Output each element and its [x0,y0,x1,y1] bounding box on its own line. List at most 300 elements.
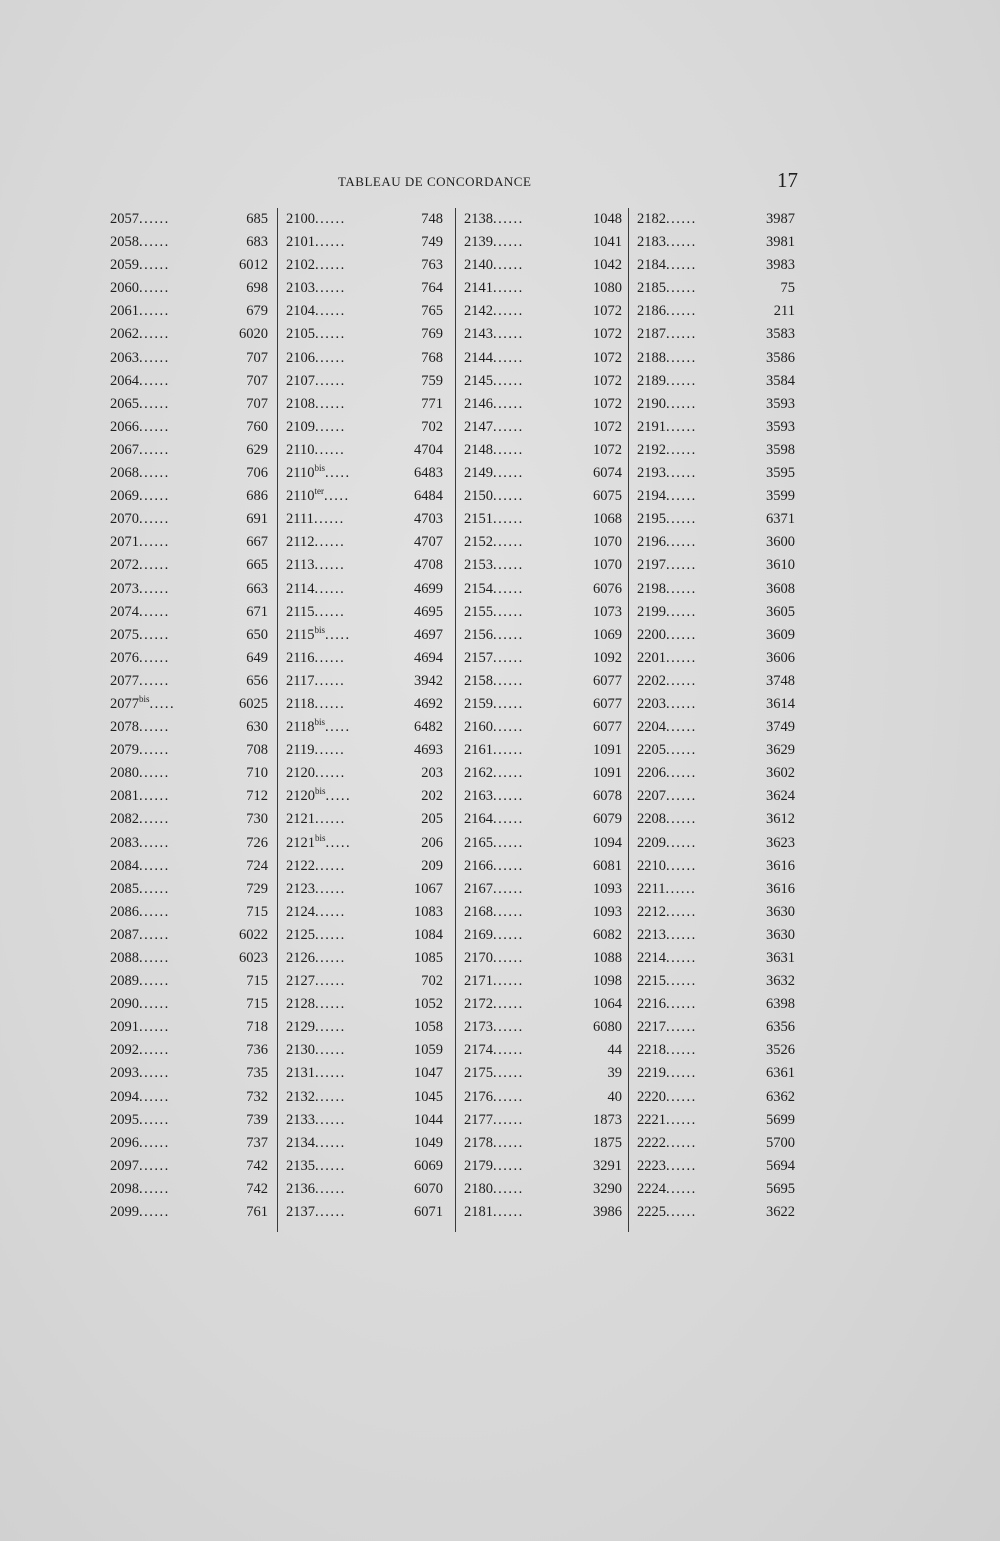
concordance-row [464,439,622,462]
concordance-value: 3748 [766,672,795,689]
entry-suffix: bis [315,832,326,843]
entry-number-value: 2107 [286,372,315,389]
entry-number [110,855,170,878]
leader-dots: ...... [315,1042,346,1059]
concordance-row [637,462,795,485]
concordance-row [110,1086,268,1109]
concordance-row [286,393,443,416]
concordance-value: 3631 [766,950,795,966]
concordance-value: 6077 [593,695,622,712]
entry-number-value: 2141 [464,280,493,297]
concordance-row [286,1109,443,1132]
leader-dots: ...... [493,257,524,274]
concordance-row [637,508,795,531]
entry-number-value: 2173 [464,1019,493,1036]
entry-number-value: 2194 [637,488,666,505]
entry-number [637,578,697,601]
concordance-row [464,1039,622,1062]
leader-dots: ...... [315,765,346,782]
entry-number-value: 2162 [464,765,493,782]
concordance-value: 3942 [414,672,443,689]
leader-dots: ...... [493,1204,524,1221]
leader-dots: ...... [139,1065,170,1082]
leader-dots: ...... [493,811,524,828]
leader-dots: ...... [666,1088,697,1105]
leader-dots: ...... [315,280,346,297]
entry-number-value: 2149 [464,465,493,482]
entry-number [637,323,697,346]
entry-number [286,1086,346,1109]
leader-dots: ...... [315,811,346,828]
leader-dots: ...... [139,441,170,458]
concordance-value: 649 [246,649,268,666]
entry-number-value: 2075 [110,626,139,643]
entry-number [110,485,170,508]
entry-number [464,370,524,393]
concordance-value: 6012 [239,257,268,274]
entry-number-value: 2112 [286,534,315,551]
leader-dots: ...... [314,557,346,574]
entry-suffix: bis [314,717,325,728]
concordance-value: 5695 [766,1180,795,1197]
concordance-value: 712 [246,788,268,805]
entry-number [464,1201,524,1224]
leader-dots: ...... [666,603,697,620]
concordance-value: 203 [421,765,443,782]
leader-dots: ...... [666,811,697,828]
entry-number [286,300,346,323]
leader-dots: ...... [315,1157,346,1174]
concordance-row [464,970,622,993]
entry-number [464,1155,524,1178]
leader-dots: ...... [493,672,524,689]
concordance-row [464,531,622,554]
concordance-value: 1094 [593,834,622,851]
concordance-row [637,347,795,370]
concordance-row [464,1155,622,1178]
leader-dots: ...... [315,1019,346,1036]
concordance-value: 1052 [414,996,443,1013]
entry-number [464,485,524,508]
entry-number [637,1201,697,1224]
leader-dots: ...... [666,257,697,274]
leader-dots: ...... [666,326,697,343]
entry-number-value: 2183 [637,234,666,251]
leader-dots: ...... [315,349,346,366]
concordance-value: 6069 [414,1157,443,1174]
concordance-row [286,300,443,323]
entry-number [637,993,697,1016]
concordance-row [110,855,268,878]
entry-number [286,762,346,785]
leader-dots: ...... [493,626,524,643]
concordance-value: 1098 [593,973,622,990]
entry-number [286,808,346,831]
concordance-value: 771 [421,395,443,412]
concordance-value: 715 [246,973,268,990]
entry-number-value: 2155 [464,603,493,620]
entry-number-value: 2068 [110,465,139,482]
concordance-value: 205 [421,811,443,828]
concordance-row [464,254,622,277]
concordance-value: 1080 [593,280,622,297]
leader-dots: ...... [314,695,346,712]
entry-number-value: 2070 [110,511,139,528]
concordance-row [464,670,622,693]
concordance-value: 3290 [593,1180,622,1197]
concordance-row [464,1016,622,1039]
concordance-row [286,670,443,693]
entry-number [286,693,345,716]
entry-number [637,832,697,855]
concordance-value: 1085 [414,950,443,966]
entry-number-value: 2110 [286,441,315,458]
concordance-row [110,485,268,508]
leader-dots: ...... [666,672,697,689]
leader-dots: ...... [139,719,170,736]
concordance-value: 1088 [593,950,622,966]
entry-number [110,208,170,231]
leader-dots: ...... [665,880,697,897]
concordance-row [110,347,268,370]
entry-number-value: 2138 [464,211,493,227]
leader-dots: ...... [493,211,524,227]
concordance-row [110,785,268,808]
entry-number-value: 2180 [464,1180,493,1197]
concordance-value: 1091 [593,765,622,782]
concordance-value: 663 [246,580,268,597]
concordance-value: 702 [421,973,443,990]
concordance-value: 4708 [414,557,443,574]
concordance-row [464,1062,622,1085]
entry-number [110,323,170,346]
leader-dots: ...... [493,1088,524,1105]
concordance-column-3 [464,208,622,1224]
concordance-value: 4693 [414,742,443,759]
entry-number [464,878,524,901]
entry-number-value: 2094 [110,1088,139,1105]
concordance-value: 6371 [766,511,795,528]
leader-dots: ...... [313,511,345,528]
concordance-value: 1073 [593,603,622,620]
entry-number-value: 2195 [637,511,666,528]
entry-number [464,323,524,346]
leader-dots: ...... [666,418,697,435]
entry-number-value: 2136 [286,1180,315,1197]
concordance-row [637,855,795,878]
entry-number [286,1178,346,1201]
concordance-value: 629 [246,441,268,458]
concordance-value: 6356 [766,1019,795,1036]
entry-number-value: 2216 [637,996,666,1013]
concordance-value: 1875 [593,1134,622,1151]
entry-number-value: 2078 [110,719,139,736]
leader-dots: ...... [493,1180,524,1197]
concordance-row [464,924,622,947]
leader-dots: ...... [666,950,697,966]
concordance-value: 6022 [239,926,268,943]
entry-number [637,1086,697,1109]
entry-number [110,624,170,647]
concordance-row [110,1132,268,1155]
concordance-row [286,947,443,970]
concordance-row [637,785,795,808]
concordance-value: 6079 [593,811,622,828]
concordance-row [637,693,795,716]
leader-dots: ...... [493,280,524,297]
entry-number-value: 2071 [110,534,139,551]
leader-dots: ...... [315,1088,346,1105]
entry-number-value: 2156 [464,626,493,643]
entry-number [110,670,170,693]
concordance-row [286,1016,443,1039]
concordance-value: 4697 [414,626,443,643]
leader-dots: ...... [666,1134,697,1151]
entry-number-value: 2174 [464,1042,493,1059]
entry-number-value: 2202 [637,672,666,689]
concordance-value: 742 [246,1157,268,1174]
leader-dots: ...... [493,1134,524,1151]
concordance-value: 1072 [593,349,622,366]
entry-number [286,370,346,393]
concordance-value: 706 [246,465,268,482]
entry-number-value: 2100 [286,211,315,227]
entry-number-value: 2190 [637,395,666,412]
entry-number-value: 2164 [464,811,493,828]
concordance-value: 6076 [593,580,622,597]
concordance-value: 715 [246,996,268,1013]
entry-number-value: 2077 [110,672,139,689]
leader-dots: ...... [139,742,170,759]
concordance-row [110,439,268,462]
leader-dots: ...... [139,649,170,666]
concordance-row [464,1109,622,1132]
concordance-row [637,554,795,577]
entry-number-value: 2208 [637,811,666,828]
concordance-value: 1072 [593,418,622,435]
entry-number [286,647,345,670]
entry-number-value: 2133 [286,1111,315,1128]
entry-number-value: 2104 [286,303,315,320]
entry-number [286,1109,346,1132]
concordance-row [637,323,795,346]
entry-number [464,739,524,762]
entry-number [464,508,524,531]
leader-dots: ...... [315,1111,346,1128]
entry-number-value: 2110 [286,488,315,505]
concordance-row [110,554,268,577]
entry-number [286,1132,346,1155]
concordance-value: 6078 [593,788,622,805]
leader-dots: ...... [493,372,524,389]
leader-dots: ...... [139,1204,170,1221]
entry-number-value: 2160 [464,719,493,736]
concordance-value: 3595 [766,465,795,482]
entry-number-value: 2206 [637,765,666,782]
concordance-value: 202 [421,788,443,805]
entry-number [110,416,170,439]
entry-number [464,855,524,878]
entry-number [464,1039,524,1062]
concordance-value: 1092 [593,649,622,666]
entry-number-value: 2122 [286,857,315,874]
leader-dots: ...... [314,580,346,597]
column-divider [628,208,629,1232]
concordance-value: 1072 [593,326,622,343]
concordance-value: 3622 [766,1204,795,1221]
entry-number [637,670,697,693]
concordance-row [637,254,795,277]
entry-number-value: 2114 [286,580,315,597]
entry-number [286,716,351,739]
concordance-value: 6361 [766,1065,795,1082]
leader-dots: ...... [139,603,170,620]
leader-dots: ...... [493,719,524,736]
concordance-row [110,462,268,485]
entry-number-value: 2082 [110,811,139,828]
leader-dots: ...... [139,765,170,782]
concordance-value: 726 [246,834,268,851]
concordance-value: 737 [246,1134,268,1151]
entry-number-value: 2178 [464,1134,493,1151]
concordance-value: 4695 [414,603,443,620]
entry-number-value: 2080 [110,765,139,782]
concordance-row [637,300,795,323]
entry-number-value: 2083 [110,834,139,851]
concordance-row [464,1132,622,1155]
column-divider [277,208,278,1232]
concordance-value: 4699 [414,580,443,597]
leader-dots: ...... [666,580,697,597]
concordance-row [637,1039,795,1062]
concordance-value: 6080 [593,1019,622,1036]
concordance-value: 1049 [414,1134,443,1151]
leader-dots: ...... [315,1065,346,1082]
concordance-row [286,1039,443,1062]
leader-dots: ...... [139,557,170,574]
entry-number-value: 2121 [286,811,315,828]
leader-dots: ...... [315,257,346,274]
entry-number [110,785,170,808]
concordance-value: 698 [246,280,268,297]
concordance-value: 724 [246,857,268,874]
concordance-row [286,254,443,277]
leader-dots: ...... [139,580,170,597]
entry-number [464,416,524,439]
leader-dots: ...... [314,742,346,759]
concordance-value: 685 [246,211,268,227]
concordance-row [286,762,443,785]
leader-dots: ...... [666,465,697,482]
entry-number-value: 2123 [286,880,315,897]
entry-number-value: 2215 [637,973,666,990]
concordance-row [286,1086,443,1109]
entry-number [464,1109,524,1132]
entry-number-value: 2172 [464,996,493,1013]
concordance-row [110,924,268,947]
leader-dots: ...... [315,880,346,897]
leader-dots: ...... [666,1180,697,1197]
entry-number-value: 2171 [464,973,493,990]
leader-dots: ...... [493,695,524,712]
leader-dots: ...... [314,534,346,551]
entry-number [286,947,346,970]
entry-number-value: 2099 [110,1204,139,1221]
leader-dots: ...... [139,234,170,251]
concordance-row [637,1201,795,1224]
leader-dots: ...... [493,996,524,1013]
concordance-value: 3593 [766,395,795,412]
concordance-row [464,1086,622,1109]
entry-number-value: 2170 [464,950,493,966]
entry-number [286,347,346,370]
concordance-row [110,993,268,1016]
entry-number [464,254,524,277]
entry-number [637,1062,697,1085]
entry-number-value: 2221 [637,1111,666,1128]
leader-dots: ...... [666,395,697,412]
concordance-value: 39 [607,1065,622,1082]
concordance-value: 683 [246,234,268,251]
entry-number [286,508,345,531]
entry-suffix: bis [139,693,150,704]
concordance-row [286,716,443,739]
leader-dots: ...... [493,465,524,482]
entry-number-value: 2192 [637,441,666,458]
concordance-row [464,739,622,762]
concordance-value: 1041 [593,234,622,251]
leader-dots: ...... [139,211,170,227]
concordance-value: 1070 [593,534,622,551]
concordance-row [286,785,443,808]
concordance-row [464,347,622,370]
leader-dots: ...... [493,950,524,966]
entry-number-value: 2118 [286,719,315,736]
entry-number [286,231,346,254]
entry-number [637,1155,697,1178]
entry-number-value: 2098 [110,1180,139,1197]
entry-number [637,716,697,739]
entry-number-value: 2182 [637,211,666,227]
concordance-value: 3987 [766,211,795,227]
concordance-value: 3623 [766,834,795,851]
leader-dots: ...... [314,672,346,689]
entry-number [110,832,170,855]
concordance-row [637,439,795,462]
leader-dots: ..... [324,465,351,482]
concordance-row [110,254,268,277]
entry-number-value: 2153 [464,557,493,574]
leader-dots: ...... [666,280,697,297]
leader-dots: ...... [139,926,170,943]
entry-number [637,347,697,370]
leader-dots: ...... [139,950,170,966]
entry-number [637,785,697,808]
leader-dots: ...... [666,372,697,389]
concordance-value: 5700 [766,1134,795,1151]
leader-dots: ...... [315,996,346,1013]
concordance-value: 6020 [239,326,268,343]
concordance-row [110,208,268,231]
concordance-value: 656 [246,672,268,689]
leader-dots: ...... [666,211,697,227]
entry-number-value: 2175 [464,1065,493,1082]
entry-number-value: 2145 [464,372,493,389]
entry-number-value: 2113 [286,557,315,574]
leader-dots: ...... [666,765,697,782]
concordance-row [464,393,622,416]
entry-number [110,970,170,993]
